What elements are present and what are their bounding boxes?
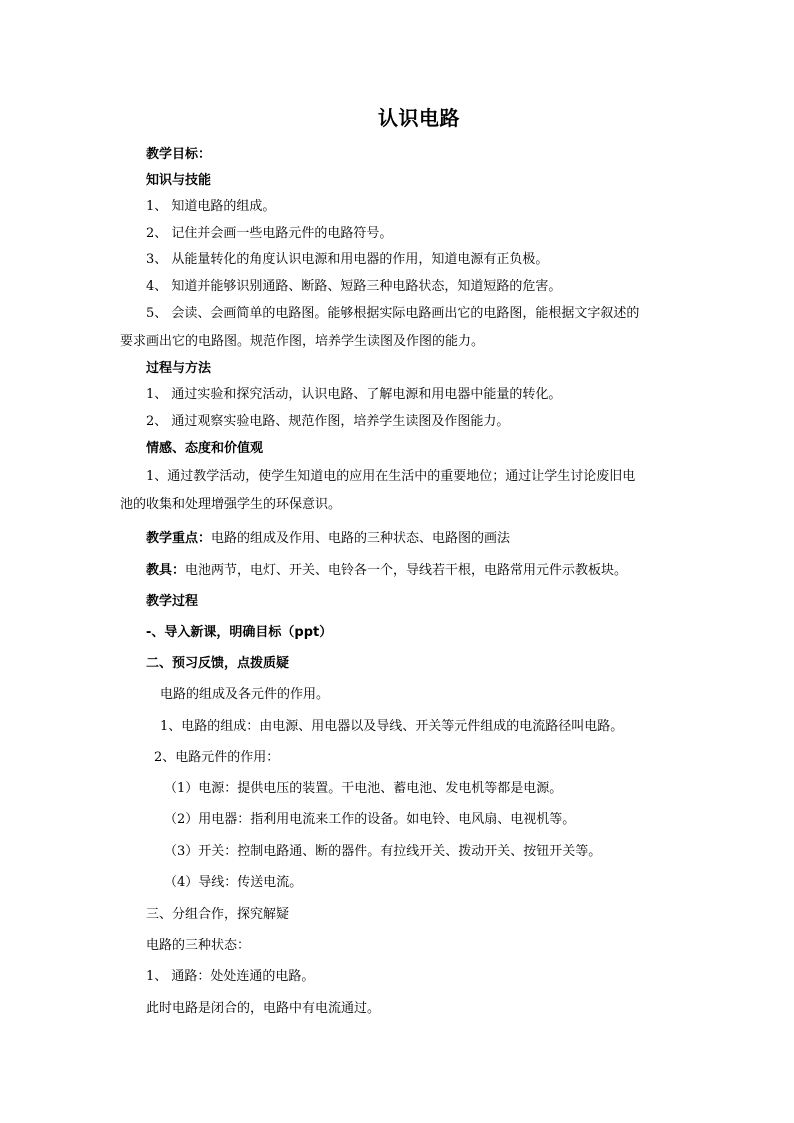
teaching-focus-line (146, 530, 510, 548)
circuit-composition: 1、电路的组成：由电源、用电器以及导线、开关等元件组成的电流路径叫电路。 (160, 719, 624, 734)
state-closed-circuit-note: 此时电路是闭合的，电路中有电流通过。 (146, 1001, 381, 1016)
state-closed-circuit: 1、 通路：处处连通的电路。 (146, 969, 315, 984)
process-item-2: 2、 通过观察实验电路、规范作图，培养学生读图及作图能力。 (146, 414, 510, 429)
teaching-aids-line (146, 562, 627, 580)
emotion-item-1-continued: 池的收集和处理增强学生的环保意识。 (120, 497, 342, 512)
heading-teaching-goals: 教学目标： (146, 147, 212, 162)
component-power-source: （1）电源：提供电压的装置。干电池、蓄电池、发电机等都是电源。 (164, 781, 563, 796)
section-3-heading: 三、分组合作，探究解疑 (146, 907, 290, 922)
component-roles-heading: 2、电路元件的作用： (154, 750, 280, 765)
heading-knowledge-skills: 知识与技能 (146, 173, 212, 188)
heading-teaching-process: 教学过程 (146, 594, 199, 609)
goal-item-4: 4、 知道并能够识别通路、断路、短路三种电路状态，知道短路的危害。 (146, 279, 562, 294)
section-1-heading: -、导入新课，明确目标（ppt） (146, 625, 333, 640)
heading-process-methods: 过程与方法 (146, 361, 212, 376)
goal-item-5-continued: 要求画出它的电路图。规范作图，培养学生读图及作图的能力。 (120, 334, 485, 349)
goal-item-2: 2、 记住并会画一些电路元件的电路符号。 (146, 226, 393, 241)
teaching-focus-text: 电路的组成及作用、电路的三种状态、电路图的画法 (211, 531, 511, 546)
teaching-aids-text: 电池两节，电灯、开关、电铃各一个，导线若干根，电路常用元件示教板块。 (185, 563, 628, 578)
process-item-1: 1、 通过实验和探究活动，认识电路、了解电源和用电器中能量的转化。 (146, 387, 562, 402)
emotion-item-1: 1、通过教学活动，使学生知道电的应用在生活中的重要地位；通过让学生讨论废旧电 (146, 469, 636, 484)
teaching-aids-label: 教具： (146, 563, 186, 578)
heading-emotion-values: 情感、态度和价值观 (146, 441, 264, 456)
circuit-states-heading: 电路的三种状态： (146, 938, 251, 953)
section-2-heading: 二、预习反馈，点拨质疑 (146, 656, 290, 671)
goal-item-3: 3、 从能量转化的角度认识电源和用电器的作用，知道电源有正负极。 (146, 252, 549, 267)
component-wire: （4）导线：传送电流。 (164, 875, 303, 890)
teaching-focus-label: 教学重点： (146, 531, 212, 546)
document-title: 认识电路 (378, 106, 460, 130)
component-appliance: （2）用电器：指利用电流来工作的设备。如电铃、电风扇、电视机等。 (164, 812, 576, 827)
goal-item-5: 5、 会读、会画简单的电路图。能够根据实际电路画出它的电路图，能根据文字叙述的 (146, 306, 640, 321)
component-switch: （3）开关：控制电路通、断的器件。有拉线开关、拨动开关、按钮开关等。 (164, 844, 602, 859)
goal-item-1: 1、 知道电路的组成。 (146, 199, 276, 214)
section-2-intro: 电路的组成及各元件的作用。 (160, 687, 330, 702)
